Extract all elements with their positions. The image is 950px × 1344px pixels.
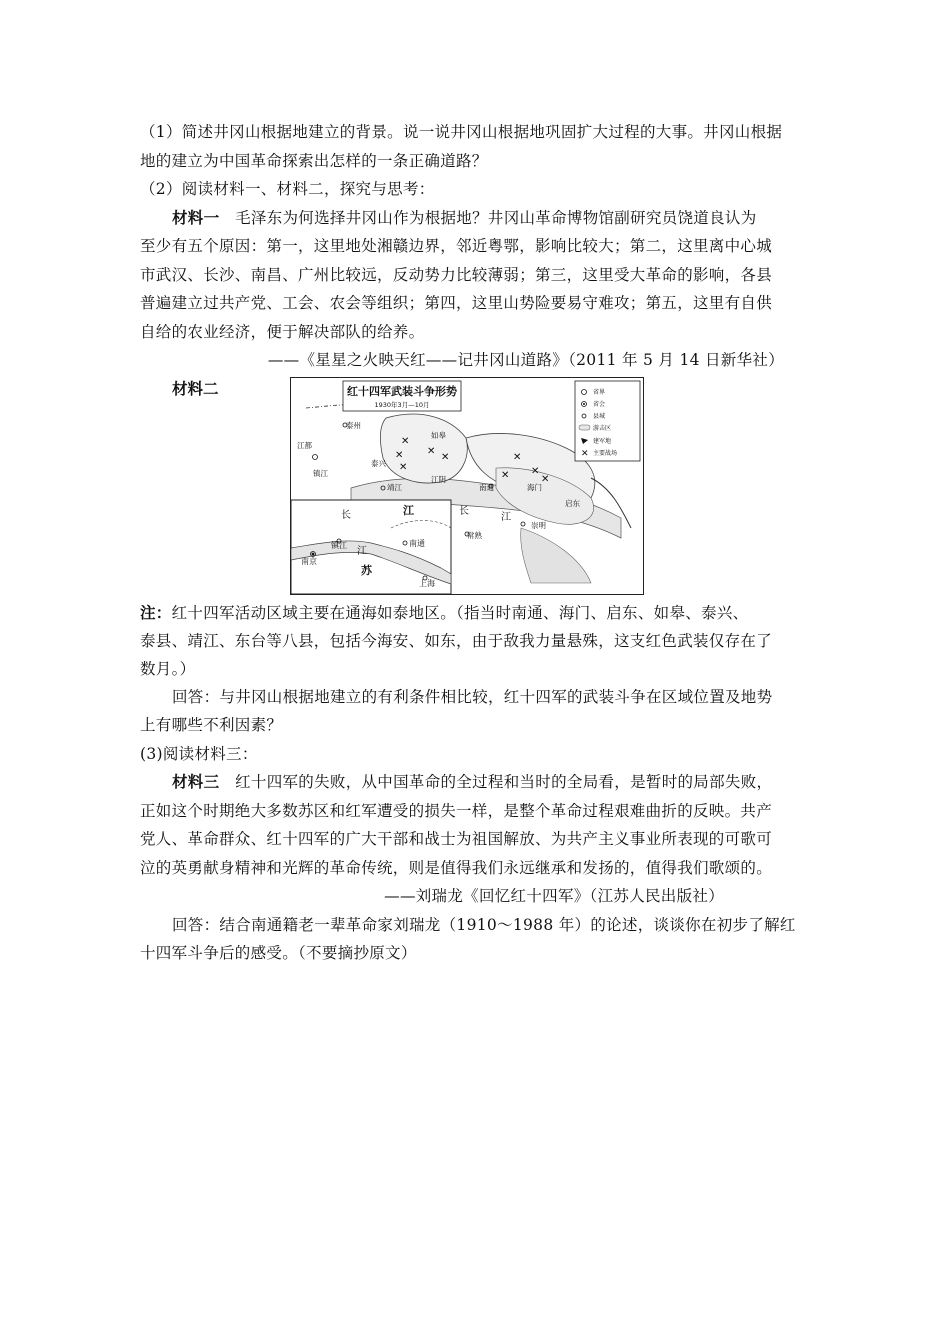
- river-jiang: 江: [501, 511, 511, 523]
- material1-text-5: 自给的农业经济，便于解决部队的给养。: [140, 322, 425, 341]
- place-nantong: 南通: [479, 482, 494, 492]
- inset-jiang-1: 江: [403, 503, 414, 517]
- material3-text-2: 正如这个时期绝大多数苏区和红军遭受的损失一样，是整个革命过程艰难曲折的反映。共产: [140, 801, 773, 820]
- material1-text-2: 至少有五个原因：第一，这里地处湘赣边界，邻近粤鄂，影响比较大；第二，这里离中心城: [140, 237, 773, 255]
- material3-first-line: [140, 768, 812, 797]
- svg-text:✕: ✕: [513, 451, 522, 463]
- svg-text:✕: ✕: [427, 445, 436, 457]
- place-rugao: 如皋: [431, 430, 446, 440]
- material1-first-line: [140, 204, 812, 233]
- material1-text-4: 普遍建立过共产党、工会、农会等组织；第四，这里山势险要易守难攻；第五，这里有自供: [140, 294, 773, 312]
- material3-text-3: 党人、革命群众、红十四军的广大干部和战士为祖国解放、为共产主义事业所表现的可歌可: [140, 830, 773, 848]
- svg-text:✕: ✕: [441, 451, 450, 463]
- material2-block: [140, 377, 812, 599]
- q3-answer-1: 回答：结合南通籍老一辈革命家刘瑞龙（1910～1988 年）的论述，谈谈你在初步了解红: [172, 915, 796, 934]
- material3-text-1: 红十四军的失败，从中国革命的全过程和当时的全局看，是暂时的局部失败，: [235, 773, 773, 791]
- inset-chang: 长: [341, 509, 351, 521]
- place-jiangdu: 江都: [297, 440, 312, 450]
- inset-nanjing: 南京: [301, 556, 317, 566]
- place-changshu: 常熟: [467, 530, 482, 540]
- place-taixing: 泰兴: [371, 458, 386, 468]
- inset-su: 苏: [361, 563, 372, 577]
- place-jingjiang: 靖江: [387, 482, 402, 492]
- material2-label: 材料二: [172, 378, 219, 398]
- q2-answer-1: 回答：与井冈山根据地建立的有利条件相比较，红十四军的武装斗争在区域位置及地势: [172, 687, 773, 706]
- material1-text-3: 市武汉、长沙、南昌、广州比较远，反动势力比较薄弱；第三，这里受大革命的影响，各县: [140, 265, 773, 284]
- inset-shanghai: 上海: [419, 578, 435, 588]
- legend-6: 主要战场: [593, 449, 618, 457]
- place-qidong: 启东: [565, 498, 580, 508]
- red-14th-army-map: [290, 377, 644, 595]
- inset-zhenjiang: 镇江: [331, 540, 347, 550]
- note-text-2: 泰县、靖江、东台等八县，包括今海安、如东，由于敌我力量悬殊，这支红色武装仅存在了: [140, 631, 773, 650]
- q3-intro: (3)阅读材料三：: [140, 744, 258, 763]
- material1-label: 材料一: [172, 207, 220, 227]
- legend-2: 省会: [593, 400, 606, 408]
- inset-jiang-2: 江: [357, 545, 367, 557]
- map-subtitle: 1930年3月—10月: [374, 400, 430, 409]
- inset-nantong: 南通: [409, 538, 425, 548]
- place-haimen: 海门: [527, 482, 542, 492]
- q3-answer-2: 十四军斗争后的感受。（不要摘抄原文）: [140, 944, 417, 962]
- svg-text:✕: ✕: [541, 473, 550, 485]
- material3-label: 材料三: [172, 772, 220, 791]
- material1-source: ——《星星之火映天红——记井冈山道路》（2011 年 5 月 14 日新华社）: [267, 351, 784, 369]
- legend-3: 县城: [593, 412, 606, 420]
- note-label: 注：: [140, 602, 172, 622]
- legend-1: 省界: [593, 388, 606, 396]
- svg-text:✕: ✕: [401, 435, 410, 447]
- material1-text-1: 毛泽东为何选择井冈山作为根据地？井冈山革命博物馆副研究员饶道良认为: [235, 208, 757, 227]
- legend-4: 游击区: [593, 424, 612, 432]
- place-taizhou: 泰州: [346, 420, 361, 430]
- q1-line-2: 地的建立为中国革命探索出怎样的一条正确道路？: [140, 151, 488, 170]
- note-text-3: 数月。）: [140, 659, 196, 678]
- svg-text:✕: ✕: [395, 449, 404, 461]
- map-title: 红十四军武装斗争形势: [347, 384, 457, 398]
- material3-source: ——刘瑞龙《回忆红十四军》（江苏人民出版社）: [384, 887, 724, 905]
- svg-text:✕: ✕: [581, 448, 589, 459]
- note-first-line: [140, 599, 812, 627]
- place-chongming: 崇明: [531, 520, 546, 530]
- svg-text:✕: ✕: [501, 469, 510, 481]
- material3-text-4: 泣的英勇献身精神和光辉的革命传统，则是值得我们永远继承和发扬的，值得我们歌颂的。: [140, 858, 773, 877]
- question-document: [140, 118, 812, 968]
- legend-5: 建军地: [593, 437, 612, 445]
- svg-text:✕: ✕: [399, 461, 408, 473]
- note-text-1: 红十四军活动区域主要在通海如泰地区。（指当时南通、海门、启东、如皋、泰兴、: [171, 603, 749, 622]
- q2-answer-2: 上有哪些不利因素？: [140, 716, 283, 734]
- svg-text:✕: ✕: [531, 465, 540, 477]
- q2-intro: （2）阅读材料一、材料二，探究与思考：: [140, 180, 435, 198]
- q1-line-1: （1）简述井冈山根据地建立的背景。说一说井冈山根据地巩固扩大过程的大事。井冈山根据: [140, 123, 783, 141]
- river-chang: 长: [459, 505, 469, 517]
- place-zhenjiang: 镇江: [313, 468, 328, 478]
- place-jiangyin: 江阴: [431, 474, 446, 484]
